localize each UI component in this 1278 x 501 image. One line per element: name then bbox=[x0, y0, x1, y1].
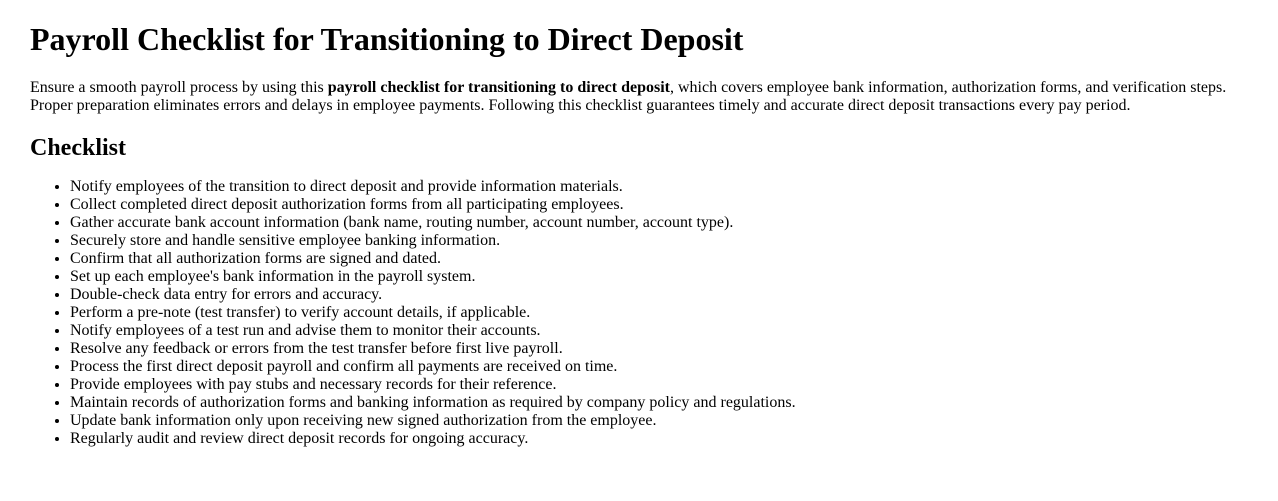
checklist-item: • Update bank information only upon receiving new signed authorization from the employee. bbox=[70, 412, 1248, 430]
checklist-item: • Gather accurate bank account information (bank name, routing number, account number, account type). bbox=[70, 214, 1248, 232]
section-heading-checklist: Checklist bbox=[30, 135, 126, 161]
checklist-item: • Set up each employee's bank information in the payroll system. bbox=[70, 268, 1248, 286]
checklist-item: • Collect completed direct deposit authorization forms from all participating employees. bbox=[70, 196, 1248, 214]
checklist-item: • Provide employees with pay stubs and necessary records for their reference. bbox=[70, 376, 1248, 394]
checklist bbox=[30, 178, 1248, 448]
intro-text-before: Ensure a smooth payroll process by using this bbox=[30, 79, 328, 96]
checklist-item: • Notify employees of the transition to direct deposit and provide information materials. bbox=[70, 178, 1248, 196]
checklist-item: • Perform a pre-note (test transfer) to verify account details, if applicable. bbox=[70, 304, 1248, 322]
checklist-item: • Maintain records of authorization forms and banking information as required by company policy and regulations. bbox=[70, 394, 1248, 412]
checklist-item: • Process the first direct deposit payroll and confirm all payments are received on time. bbox=[70, 358, 1248, 376]
checklist-item: • Resolve any feedback or errors from the test transfer before first live payroll. bbox=[70, 340, 1248, 358]
intro-bold-phrase: payroll checklist for transitioning to direct deposit bbox=[327, 79, 670, 96]
checklist-item: • Securely store and handle sensitive employee banking information. bbox=[70, 232, 1248, 250]
intro-paragraph bbox=[30, 79, 1248, 115]
checklist-item: • Notify employees of a test run and advise them to monitor their accounts. bbox=[70, 322, 1248, 340]
checklist-item: • Regularly audit and review direct deposit records for ongoing accuracy. bbox=[70, 430, 1248, 448]
intro-text-after: , which covers employee bank information, authorization forms, and verification steps. Proper preparation eliminates errors and delays in employee payments. Following this checklist guarantees timely and accurate direct deposit transactions every pay period. bbox=[30, 79, 1227, 114]
page-title: Payroll Checklist for Transitioning to Direct Deposit bbox=[30, 21, 744, 57]
checklist-item: • Double-check data entry for errors and accuracy. bbox=[70, 286, 1248, 304]
checklist-item: • Confirm that all authorization forms are signed and dated. bbox=[70, 250, 1248, 268]
